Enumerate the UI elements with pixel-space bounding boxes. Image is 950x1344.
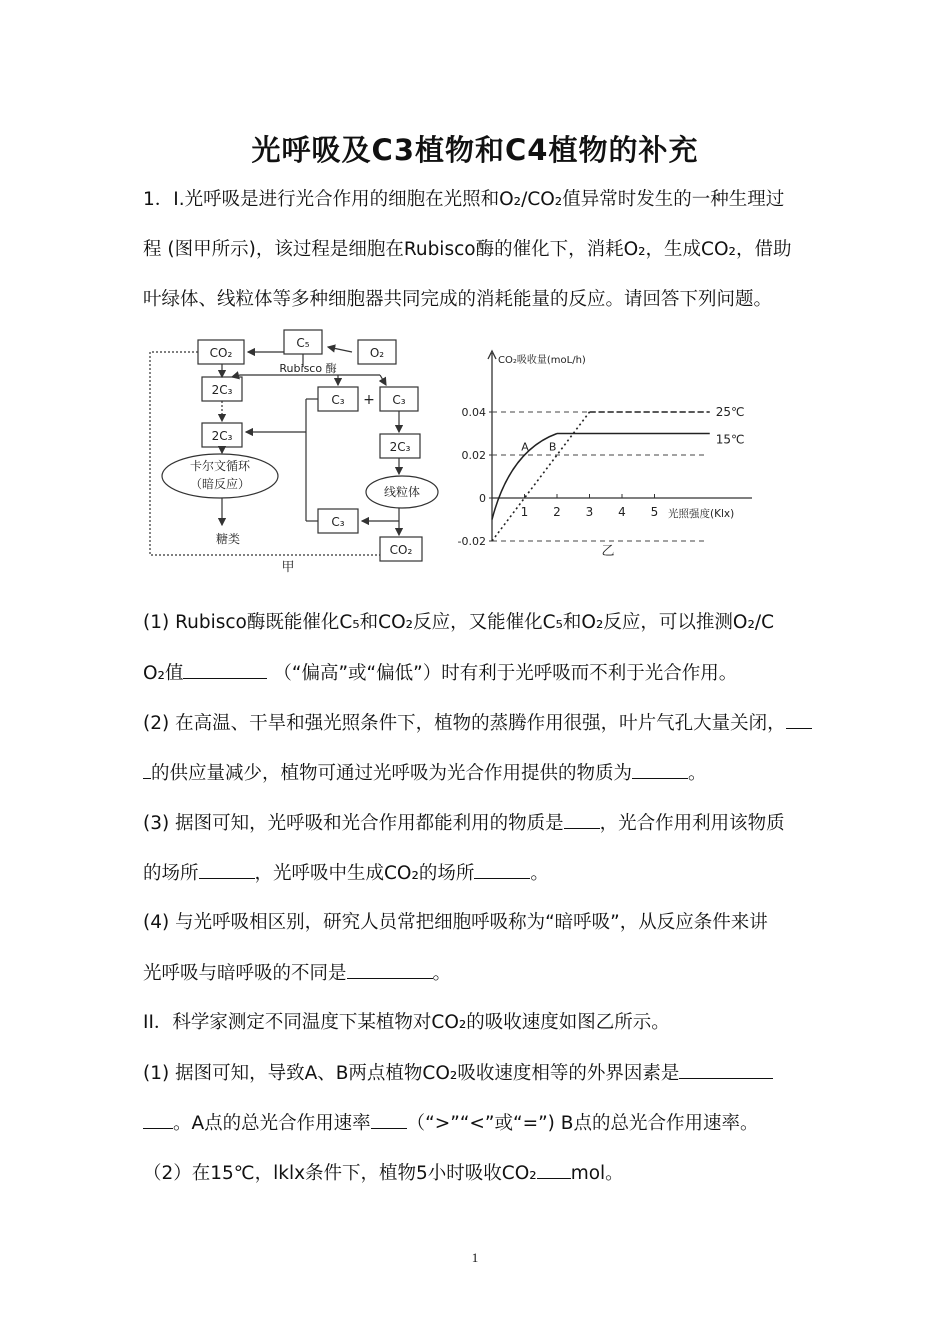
co2-top: CO₂ (209, 346, 233, 360)
part2-q1-line-b (143, 1110, 823, 1137)
q1-b1: O₂值 (143, 663, 184, 684)
series-15c-label: 15℃ (715, 432, 745, 447)
intro-line-2: 程 (图甲所示)，该过程是细胞在Rubisco酶的催化下，消耗O₂，生成CO₂，借助 (143, 239, 792, 260)
q1-b2: （“偏高”或“偏低”）时有利于光呼吸而不利于光合作用。 (273, 663, 738, 684)
y-tick-label: -0.02 (457, 535, 486, 548)
page-title: 光呼吸及C3植物和C4植物的补充 (251, 133, 699, 167)
c3-b: 2C₃ (211, 429, 233, 443)
c3-mid: 2C₃ (389, 440, 411, 454)
x-tick-label: 2 (553, 505, 561, 519)
rubisco-label: Rubisco 酶 (279, 362, 337, 375)
q4-b1: 光呼吸与暗呼吸的不同是 (143, 963, 347, 984)
q2-a: (2) 在高温、干旱和强光照条件下，植物的蒸腾作用很强，叶片气孔大量关闭， (143, 713, 786, 734)
q2-blank-1b[interactable] (143, 760, 151, 779)
part2-q2b: mol。 (570, 1163, 624, 1184)
chart-caption: 乙 (601, 544, 615, 559)
x-tick-label: 5 (650, 505, 659, 519)
q2-line-a (143, 710, 823, 737)
x-axis-label: 光照强度(Klx) (668, 508, 735, 520)
point-label-b: B (548, 440, 557, 454)
q1-line-a: (1) Rubisco酶既能催化C₅和CO₂反应，又能催化C₅和O₂反应，可以推测O₂/C (143, 612, 775, 633)
y-tick-label: 0.04 (461, 406, 486, 419)
part2-q1b2: （“>”“<”或“=”) B点的总光合作用速率。 (406, 1113, 759, 1134)
part2-q2-line (143, 1160, 823, 1187)
part2-blank-3[interactable] (537, 1160, 571, 1179)
q3-b2: ，光呼吸中生成CO₂的场所 (254, 863, 475, 884)
q3-a1: (3) 据图可知，光呼吸和光合作用都能利用的物质是 (143, 813, 564, 834)
q2-b1: 的供应量减少，植物可通过光呼吸为光合作用提供的物质为 (151, 763, 633, 784)
co2-bottom: CO₂ (389, 543, 413, 557)
q3-b1: 的场所 (143, 863, 199, 884)
c3-bottom: C₃ (331, 515, 345, 529)
q1-line-b (143, 660, 823, 687)
series-25c-rise (492, 412, 590, 541)
diagram-jia (140, 325, 440, 575)
plus-sign: + (363, 392, 375, 408)
page-number: 1 (471, 1250, 479, 1265)
part2-blank-1b[interactable] (143, 1110, 173, 1129)
c3-left: C₃ (331, 393, 345, 407)
part2-blank-1a[interactable] (679, 1060, 773, 1079)
part2-blank-2[interactable] (371, 1110, 407, 1129)
diagram-jia-label: 甲 (281, 560, 295, 575)
q3-a2: ，光合作用利用该物质 (599, 813, 785, 834)
q4-b2: 。 (432, 963, 452, 984)
point-label-a: A (521, 440, 529, 454)
x-tick-label: 4 (618, 505, 626, 519)
sugar-label: 糖类 (215, 532, 241, 546)
q3-line-a (143, 810, 823, 837)
series-25c-label: 25℃ (715, 405, 745, 419)
x-tick-label: 1 (520, 505, 529, 519)
q2-blank-2[interactable] (632, 760, 688, 779)
q4-line-b (143, 960, 823, 987)
mito-label: 线粒体 (383, 485, 421, 499)
q4-line-a: (4) 与光呼吸相区别，研究人员常把细胞呼吸称为“暗呼吸”，从反应条件来讲 (143, 912, 768, 933)
o2-box: O₂ (369, 346, 385, 360)
calvin-label: 卡尔文循环 (189, 459, 251, 473)
part2-q1-line-a (143, 1060, 823, 1087)
x-tick-label: 3 (585, 505, 594, 519)
c5-box: C₅ (296, 336, 310, 350)
q2-line-b (143, 760, 823, 787)
intro-line-1: 1．I.光呼吸是进行光合作用的细胞在光照和O₂/CO₂值异常时发生的一种生理过 (143, 189, 785, 210)
q3-b3: 。 (530, 863, 549, 884)
part2-head: II．科学家测定不同温度下某植物对CO₂的吸收速度如图乙所示。 (143, 1012, 670, 1033)
chart-yi (450, 345, 780, 560)
q3-blank-2[interactable] (199, 860, 255, 879)
part2-q1b1: 。A点的总光合作用速率 (173, 1113, 371, 1134)
q2-blank-1a[interactable] (786, 710, 812, 729)
y-tick-label: 0.02 (461, 449, 486, 462)
part2-q1a: (1) 据图可知，导致A、B两点植物CO₂吸收速度相等的外界因素是 (143, 1063, 680, 1084)
q3-blank-1[interactable] (564, 810, 600, 829)
c3-a: 2C₃ (211, 383, 233, 397)
q4-blank[interactable] (347, 960, 433, 979)
part2-q2a: （2）在15℃，lklx条件下，植物5小时吸收CO₂ (143, 1163, 537, 1184)
c3-right: C₃ (392, 393, 406, 407)
q1-blank[interactable] (183, 660, 267, 679)
dark-label: （暗反应） (189, 477, 251, 491)
q3-line-b (143, 860, 823, 887)
q2-b2: 。 (688, 763, 707, 784)
q3-blank-3[interactable] (474, 860, 530, 879)
y-axis-label: CO₂吸收量(moL/h) (498, 355, 586, 366)
y-tick-label: 0 (479, 492, 486, 505)
intro-line-3: 叶绿体、线粒体等多种细胞器共同完成的消耗能量的反应。请回答下列问题。 (143, 289, 773, 310)
